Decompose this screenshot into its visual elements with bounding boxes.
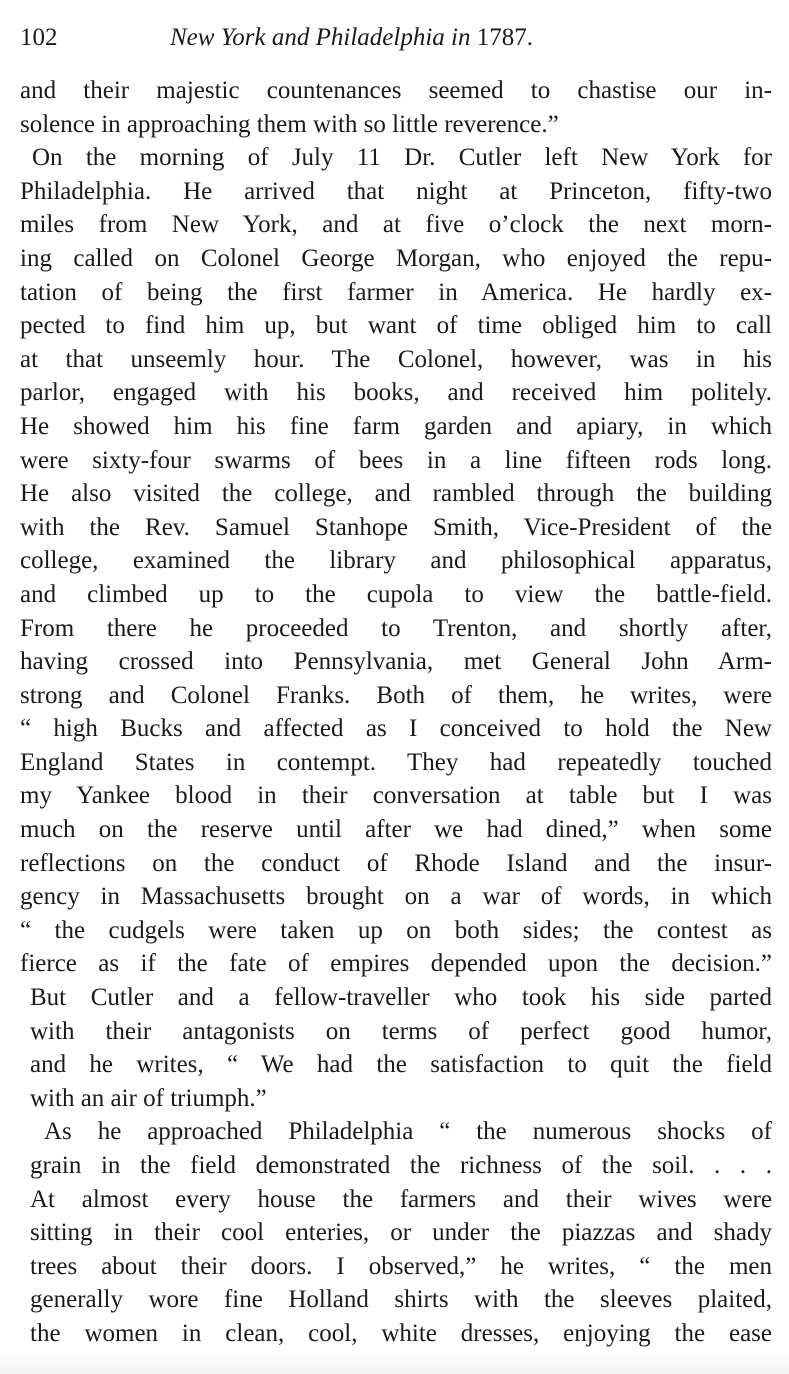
running-title (170, 18, 533, 58)
running-title-year: 1787. (476, 24, 533, 51)
text-line: But Cutler and a fellow-traveller who took his side parted (30, 984, 772, 1012)
text-line: grain in the field demonstrated the richness of the soil. . . . (30, 1152, 772, 1179)
text-line: parlor, engaged with his books, and received him politely. (20, 379, 772, 407)
paragraph-start-line: On the morning of July 11 Dr. Cutler left New York for (32, 144, 772, 172)
text-line: At almost every house the farmers and their wives were (30, 1185, 772, 1213)
text-line: my Yankee blood in their conversation at table but I was (20, 782, 772, 810)
text-line: England States in contempt. They had repeatedly touched (20, 748, 772, 776)
text-line: much on the reserve until after we had dined,” when some (20, 816, 772, 844)
text-line: pected to find him up, but want of time obliged him to call (20, 312, 772, 340)
bottom-fade (0, 1352, 789, 1374)
text-line: generally wore fine Holland shirts with the sleeves plaited, (30, 1286, 772, 1314)
text-line: and he writes, “ We had the satisfaction to quit the field (30, 1051, 772, 1079)
text-line: with their antagonists on terms of perfect good humor, (30, 1017, 772, 1045)
text-line: strong and Colonel Franks. Both of them, he writes, were (20, 681, 772, 709)
text-line: with an air of triumph.” (30, 1084, 267, 1112)
text-line: miles from New York, and at five o’clock the next morn- (20, 211, 772, 239)
text-line: He showed him his fine farm garden and apiary, in which (20, 412, 772, 440)
text-line: trees about their doors. I observed,” he writes, “ the men (30, 1252, 772, 1280)
book-page (20, 18, 772, 1370)
text-line: “ the cudgels were taken up on both sides; the contest as (20, 916, 772, 944)
text-line: college, examined the library and philosophical apparatus, (20, 547, 772, 575)
text-line: Philadelphia. He arrived that night at Princeton, fifty-two (20, 177, 772, 205)
text-line: and their majestic countenances seemed to chastise our in- (20, 77, 772, 104)
page-number: 102 (20, 24, 58, 51)
text-line: having crossed into Pennsylvania, met General John Arm- (20, 648, 772, 676)
paragraph-start-line: As he approached Philadelphia “ the numerous shocks of (44, 1118, 772, 1146)
text-line: He also visited the college, and rambled through the building (20, 480, 772, 508)
text-line: ing called on Colonel George Morgan, who enjoyed the repu- (20, 244, 772, 272)
running-head (20, 18, 772, 58)
text-line: with the Rev. Samuel Stanhope Smith, Vice-President of the (20, 513, 772, 541)
text-line: were sixty-four swarms of bees in a line fifteen rods long. (20, 446, 772, 474)
text-line: fierce as if the fate of empires depended upon the decision.” (20, 950, 772, 978)
text-line: at that unseemly hour. The Colonel, however, was in his (20, 345, 772, 373)
text-line: From there he proceeded to Trenton, and shortly after, (20, 614, 772, 642)
text-line: sitting in their cool enteries, or under the piazzas and shady (30, 1219, 772, 1247)
text-line: and climbed up to the cupola to view the battle-field. (20, 580, 772, 608)
running-title-italic: New York and Philadelphia in (170, 24, 471, 51)
text-line: “ high Bucks and affected as I conceived to hold the New (20, 715, 772, 743)
text-line: solence in approaching them with so little reverence.” (20, 110, 559, 138)
text-line: reflections on the conduct of Rhode Island and the insur- (20, 849, 772, 877)
text-line: the women in clean, cool, white dresses, enjoying the ease (30, 1319, 772, 1347)
body-text (20, 74, 772, 1351)
text-line: gency in Massachusetts brought on a war of words, in which (20, 883, 772, 911)
text-line: tation of being the first farmer in America. He hardly ex- (20, 278, 772, 306)
